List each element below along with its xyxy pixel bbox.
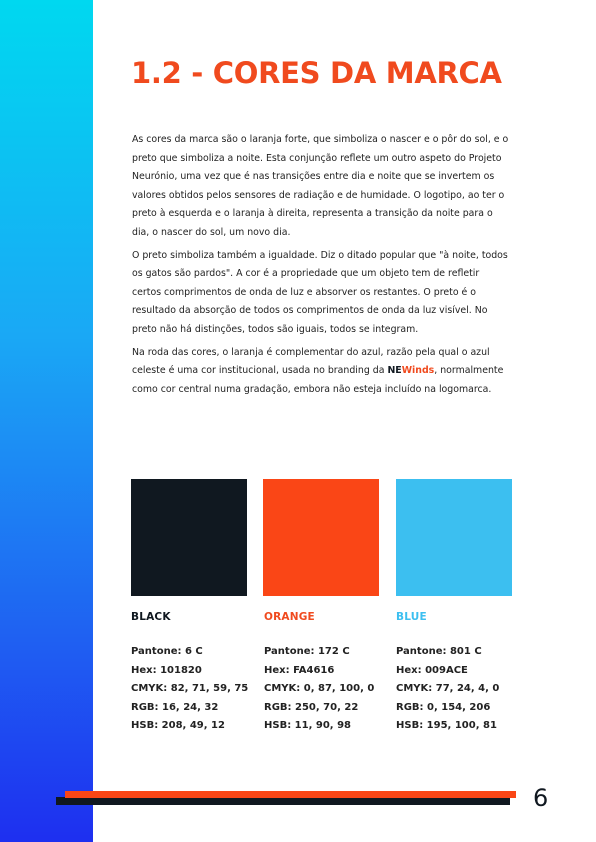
paragraph-3-end: , normalmente como cor central numa gradação, embora não esteja incluído na logomarca. [132,365,504,395]
spec-blue [396,643,524,736]
brand-name-winds: Winds [401,365,435,377]
spec-pantone: Pantone: 172 C [264,646,350,657]
color-name-black: BLACK [131,611,171,623]
brand-name-ne: NE [387,365,402,377]
paragraph-3 [132,344,510,400]
page-title: 1.2 - CORES DA MARCA [131,56,502,90]
footer-bar-black [56,797,510,805]
body-text [132,131,510,403]
spec-cmyk: CMYK: 0, 87, 100, 0 [264,683,375,695]
gradient-sidebar [0,0,93,842]
page-number: 6 [533,784,549,812]
spec-rgb: RGB: 250, 70, 22 [264,701,359,713]
color-name-orange: ORANGE [264,611,315,623]
swatch-orange [263,479,379,596]
spec-rgb: RGB: 16, 24, 32 [131,701,219,713]
color-name-blue: BLUE [396,611,427,623]
spec-cmyk: CMYK: 82, 71, 59, 75 [131,683,249,695]
paragraph-3-start: Na roda das cores, o laranja é complementar do azul, razão pela qual o azul celeste é uma cor institucional, usada no branding da [132,346,490,377]
spec-pantone: Pantone: 6 C [131,646,203,657]
paragraph-2: O preto simboliza também a igualdade. Diz o ditado popular que "à noite, todos os gatos são pardos". A cor é a propriedade que um objeto tem de refletir certos comprimentos de onda de luz e absorver os restantes. O preto é o resultado da absorção de todos os comprimentos de onda da luz visível. No preto não há distinções, todos são iguais, todos se integram. [132,249,508,335]
spec-hsb: HSB: 11, 90, 98 [264,720,351,732]
spec-hsb: HSB: 208, 49, 12 [131,720,225,732]
spec-hex: Hex: 101820 [131,664,202,676]
spec-black [131,643,259,736]
spec-cmyk: CMYK: 77, 24, 4, 0 [396,683,500,695]
spec-rgb: RGB: 0, 154, 206 [396,701,491,713]
spec-hex: Hex: 009ACE [396,664,468,676]
paragraph-1: As cores da marca são o laranja forte, que simboliza o nascer e o pôr do sol, e o preto que simboliza a noite. Esta conjunção reflete um outro aspeto do Projeto Neurónio, uma vez que é nas transições entre dia e noite que se invertem os valores obtidos pelos sensores de radiação e de humidade. O logotipo, ao ter o preto à esquerda e o laranja à direita, representa a transição da noite para o dia, o nascer do sol, um novo dia. [132,134,509,238]
footer-bar-orange [65,791,516,798]
spec-hex: Hex: FA4616 [264,664,335,676]
spec-orange [264,643,392,736]
swatch-blue [396,479,512,596]
swatch-black [131,479,247,596]
spec-hsb: HSB: 195, 100, 81 [396,720,497,732]
spec-pantone: Pantone: 801 C [396,646,482,657]
